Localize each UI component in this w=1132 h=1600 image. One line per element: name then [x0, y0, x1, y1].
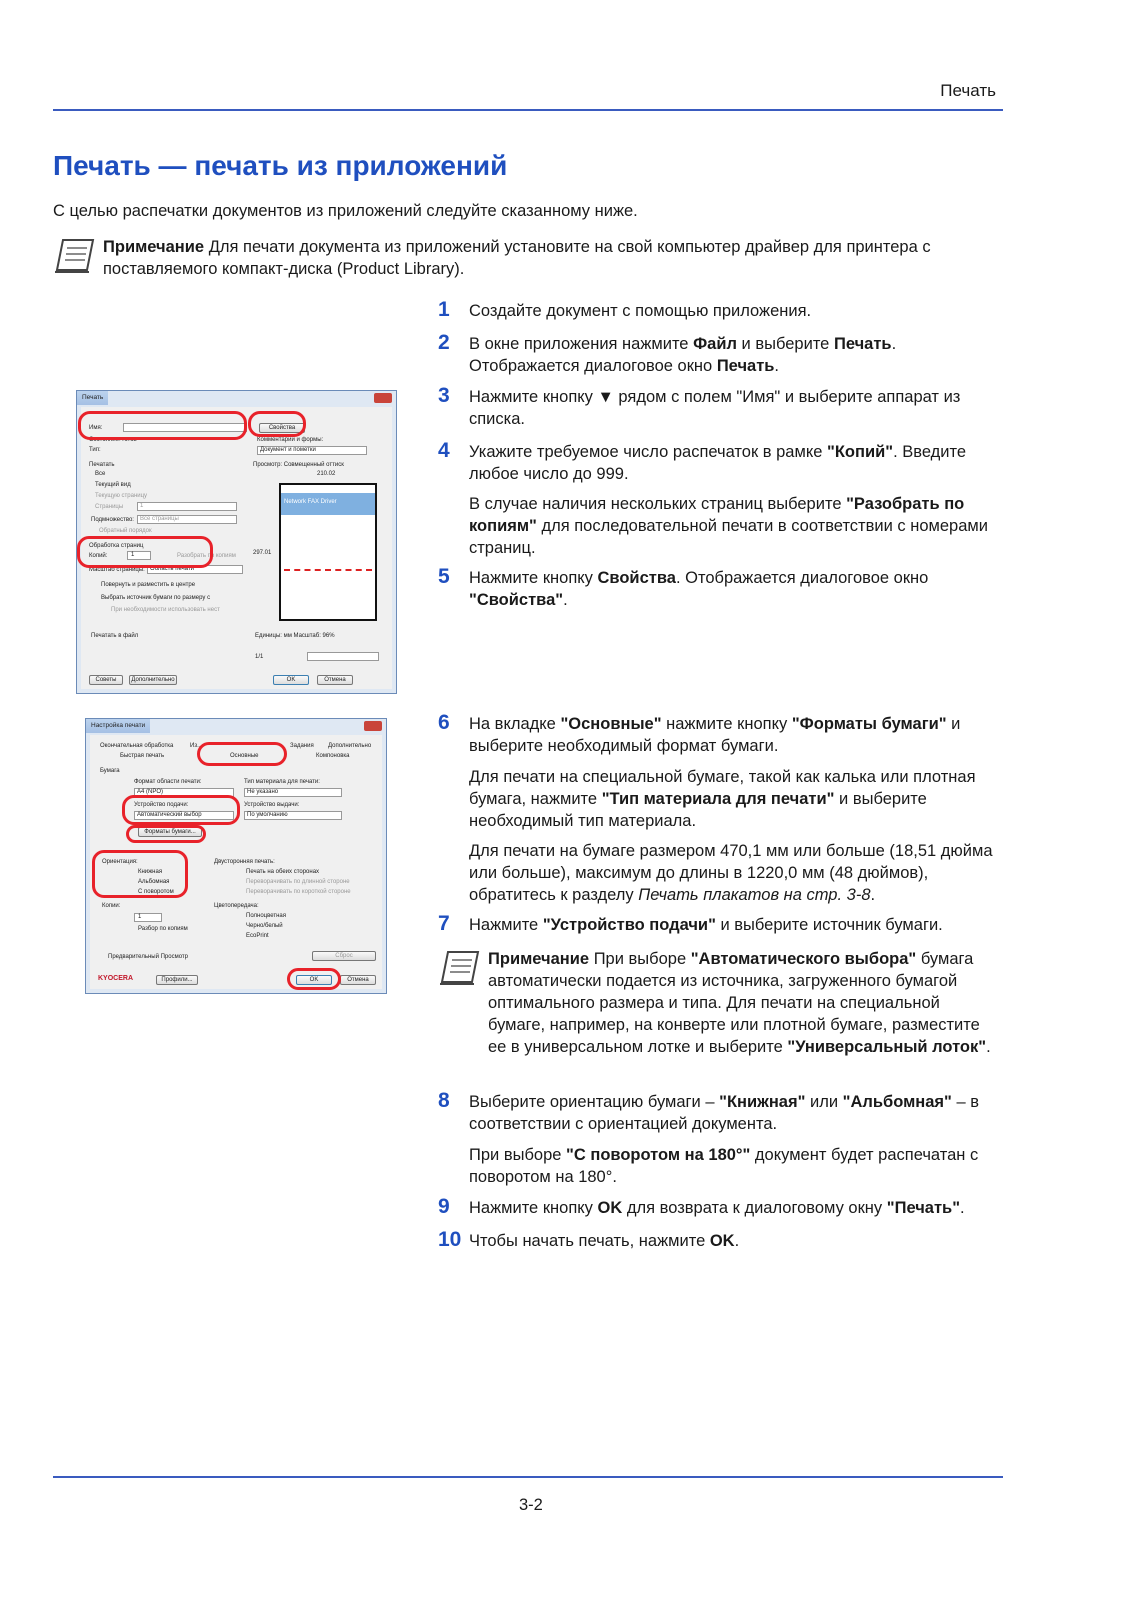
- preview-page: [279, 483, 377, 621]
- dialog-title: Печать: [77, 391, 108, 405]
- text-segment: В окне приложения нажмите: [469, 335, 694, 353]
- kyocera-logo: KYOCERA: [98, 975, 134, 982]
- text-segment: . Введите любое число до 999.: [469, 443, 967, 483]
- text-segment: нажмите кнопку: [661, 715, 792, 733]
- page-number: 3-2: [519, 1496, 543, 1514]
- text-segment: . Отображается диалоговое окно: [675, 569, 929, 587]
- collate-checkbox[interactable]: Разобрать по копиям: [177, 553, 236, 559]
- close-icon: [364, 721, 382, 731]
- text-segment: Выберите ориентацию бумаги –: [469, 1093, 720, 1111]
- collate-checkbox[interactable]: Разбор по копиям: [138, 926, 188, 932]
- step-5-text: [469, 567, 1009, 611]
- output-label: Устройство выдачи:: [244, 802, 300, 808]
- units-text: Единицы: мм Масштаб: 96%: [255, 633, 335, 639]
- ok-button[interactable]: OK: [296, 975, 332, 985]
- text-segment: . Отображается диалоговое окно: [469, 335, 897, 375]
- preview-width: 210.02: [317, 471, 336, 477]
- duplex-label: Двусторонняя печать:: [214, 859, 275, 865]
- text-segment: "Устройство подачи": [542, 916, 716, 934]
- text-segment: Примечание: [488, 950, 590, 968]
- pages-field[interactable]: 1: [137, 502, 237, 511]
- paper-sizes-button[interactable]: Форматы бумаги...: [138, 827, 202, 837]
- orientation-label: Ориентация:: [102, 859, 138, 865]
- ok-button[interactable]: OK: [273, 675, 309, 685]
- duplex-checkbox[interactable]: Печать на обеих сторонах: [246, 869, 320, 875]
- media-type-select[interactable]: Не указано: [244, 788, 342, 797]
- page-indicator: 1/1: [255, 654, 264, 660]
- text-segment: бумага автоматически подается из источника, загруженного бумагой оптимального размера и типа. Для печати на специальной бумаге, например, на конверте или плотной бумаге, разместите ее в универсальном лотке и выберите: [488, 950, 980, 1056]
- highlight-properties: [248, 411, 306, 437]
- page-slider[interactable]: [307, 652, 379, 661]
- preview-checkbox[interactable]: Предварительный Просмотр: [108, 954, 188, 960]
- print-size-label: Формат области печати:: [134, 779, 202, 785]
- flip-long-radio[interactable]: Переворачивать по длинной стороне: [246, 879, 350, 885]
- radio-portrait[interactable]: Книжная: [138, 869, 163, 875]
- name-label: Имя:: [89, 425, 103, 431]
- text-segment: "Форматы бумаги": [791, 715, 947, 733]
- text-segment: Нажмите кнопку: [469, 1199, 598, 1217]
- section-header: Печать: [940, 81, 996, 100]
- text-segment: для последовательной печати в соответствии с номерами страниц.: [469, 517, 988, 557]
- close-icon: [374, 393, 392, 403]
- tab-job[interactable]: Задания: [290, 743, 314, 749]
- step-8-text: [469, 1091, 1009, 1135]
- copies-label: Копий:: [89, 553, 108, 559]
- choose-source-checkbox[interactable]: Выбрать источник бумаги по размеру с: [101, 595, 211, 601]
- step-number: 1: [438, 298, 450, 321]
- text-segment: В случае наличия нескольких страниц выберите: [469, 495, 847, 513]
- text-segment: Файл: [693, 335, 737, 353]
- step-number: 10: [438, 1228, 462, 1251]
- text-segment: "Печать": [886, 1199, 961, 1217]
- step-6-text: [469, 713, 1009, 757]
- tab-layout[interactable]: Компоновка: [316, 753, 350, 759]
- step-2-text: [469, 333, 1009, 377]
- print-range-label: Печатать: [89, 462, 115, 468]
- text-segment: "Универсальный лоток": [787, 1038, 987, 1056]
- text-segment: или: [805, 1093, 843, 1111]
- text-segment: для возврата к диалоговому окну: [622, 1199, 887, 1217]
- text-segment: При выборе: [469, 1146, 567, 1164]
- type-label: Тип:: [89, 447, 101, 453]
- text-segment: "Разобрать по копиям": [469, 495, 965, 535]
- text-segment: Печать: [716, 357, 775, 375]
- step-number: 3: [438, 384, 450, 407]
- text-segment: .: [960, 1199, 965, 1217]
- comments-label: Комментарии и формы:: [257, 437, 324, 443]
- highlight-ok: [287, 968, 341, 990]
- text-segment: и выберите необходимый формат бумаги.: [469, 715, 961, 755]
- note-prerequisite: [103, 236, 1008, 280]
- subset-select[interactable]: Все страницы: [137, 515, 237, 524]
- text-segment: Свойства: [597, 569, 676, 587]
- ecoprint-checkbox[interactable]: EcoPrint: [246, 933, 269, 939]
- paper-group-label: Бумага: [100, 768, 120, 774]
- step-6-text: [469, 766, 1009, 832]
- flip-short-radio[interactable]: Переворачивать по короткой стороне: [246, 889, 351, 895]
- header-rule: [53, 109, 1003, 111]
- copies-field[interactable]: 1: [127, 551, 151, 560]
- source-select[interactable]: Автоматический выбор: [134, 811, 234, 820]
- text-segment: Нажмите: [469, 916, 543, 934]
- note-label: Примечание: [103, 238, 205, 256]
- scaling-select[interactable]: Область печати: [147, 565, 243, 574]
- text-segment: Печать плакатов на стр. 3-8: [638, 886, 871, 904]
- tab-image[interactable]: Из...: [190, 743, 203, 749]
- step-10-text: [469, 1230, 1009, 1252]
- step-number: 2: [438, 331, 450, 354]
- print-size-select[interactable]: A4 (NPO): [134, 788, 234, 797]
- text-segment: .: [870, 886, 876, 904]
- properties-button[interactable]: Свойства: [259, 423, 305, 433]
- highlight-basic-tab: [197, 742, 287, 766]
- media-type-label: Тип материала для печати:: [244, 779, 320, 785]
- radio-full-color[interactable]: Полноцветная: [246, 913, 287, 919]
- preview-height: 297.01: [253, 550, 272, 556]
- text-segment: OK: [597, 1199, 623, 1217]
- preview-label: Просмотр: Совмещенный оттиск: [253, 462, 344, 468]
- tab-finishing[interactable]: Окончательная обработка: [100, 743, 174, 749]
- reset-button[interactable]: Сброс: [312, 951, 376, 961]
- highlight-paper-sizes: [126, 825, 206, 843]
- copies-field[interactable]: 1: [134, 913, 162, 922]
- text-segment: Для печати на бумаге размером 470,1 мм или больше (18,51 дюйма или больше), максимум до длины в 1220,0 мм (48 дюймов), обратитесь к разделу: [469, 842, 993, 904]
- text-segment: Нажмите кнопку ▼ рядом с полем "Имя" и выберите аппарат из списка.: [469, 388, 961, 428]
- step-7-text: [469, 914, 1009, 936]
- step-6-text: [469, 840, 1009, 906]
- step-9-text: [469, 1197, 1009, 1219]
- status-text: Состояние: готов: [89, 437, 137, 443]
- custom-paper-checkbox[interactable]: При необходимости использовать нест: [111, 607, 220, 613]
- text-segment: "Копий": [827, 443, 894, 461]
- step-number: 4: [438, 439, 450, 462]
- text-segment: – в соответствии с ориентацией документа.: [469, 1093, 979, 1133]
- comments-select[interactable]: Документ и пометки: [257, 446, 367, 455]
- copies-label: Копии:: [102, 903, 121, 909]
- advanced-button[interactable]: Дополнительно: [129, 675, 177, 685]
- step-4-text: [469, 441, 1009, 485]
- radio-pages[interactable]: Страницы: [95, 504, 124, 510]
- text-segment: "Тип материала для печати": [601, 790, 835, 808]
- text-segment: и выберите источник бумаги.: [715, 916, 943, 934]
- text-segment: и выберите необходимый тип материала.: [469, 790, 927, 830]
- color-label: Цветопередача:: [214, 903, 259, 909]
- note-text: Для печати документа из приложений установите на свой компьютер драйвер для принтера с поставляемого компакт-диска (Product Library).: [103, 238, 931, 278]
- step-number: 5: [438, 565, 450, 588]
- output-select[interactable]: По умолчанию: [244, 811, 342, 820]
- highlight-copies: [77, 536, 213, 568]
- highlight-name: [78, 411, 247, 440]
- text-segment: .: [563, 591, 568, 609]
- step-3-text: [469, 386, 1009, 430]
- intro-text: С целью распечатки документов из приложений следуйте сказанному ниже.: [53, 202, 638, 220]
- step-8-text: [469, 1144, 1009, 1188]
- text-segment: "Альбомная": [842, 1093, 952, 1111]
- text-segment: и выберите: [736, 335, 834, 353]
- text-segment: .: [734, 1232, 740, 1250]
- radio-current-page[interactable]: Текущую страницу: [95, 493, 148, 499]
- step-number: 6: [438, 711, 450, 734]
- preview-line: [284, 569, 372, 571]
- text-segment: Создайте документ с помощью приложения.: [469, 302, 812, 320]
- source-label: Устройство подачи:: [134, 802, 189, 808]
- text-segment: OK: [709, 1232, 735, 1250]
- print-to-file-checkbox[interactable]: Печатать в файл: [91, 633, 139, 639]
- cancel-button[interactable]: Отмена: [317, 675, 353, 685]
- note-icon: [438, 948, 482, 986]
- radio-bw[interactable]: Черно/белый: [246, 923, 283, 929]
- text-segment: "Книжная": [719, 1093, 806, 1111]
- page-title: Печать — печать из приложений: [53, 150, 508, 181]
- radio-all[interactable]: Все: [95, 471, 106, 477]
- note-icon: [53, 236, 97, 274]
- preview-doc-title: Network FAX Driver: [281, 493, 375, 515]
- page-handling-label: Обработка страниц: [89, 543, 144, 549]
- dialog-title: Настройка печати: [86, 719, 150, 733]
- subset-label: Подмножество:: [91, 517, 134, 523]
- text-segment: Чтобы начать печать, нажмите: [469, 1232, 710, 1250]
- cancel-button[interactable]: Отмена: [340, 975, 376, 985]
- tips-button[interactable]: Советы: [89, 675, 123, 685]
- text-segment: документ будет распечатан с поворотом на 180°.: [469, 1146, 979, 1186]
- highlight-orientation: [92, 850, 188, 898]
- radio-landscape[interactable]: Альбомная: [138, 879, 170, 885]
- text-segment: "Свойства": [469, 591, 564, 609]
- step-4-text: [469, 493, 1009, 559]
- highlight-source: [122, 795, 240, 825]
- step-number: 9: [438, 1195, 450, 1218]
- footer-rule: [53, 1476, 1003, 1478]
- scaling-label: Масштаб страницы:: [89, 567, 145, 573]
- text-segment: .: [986, 1038, 991, 1056]
- tab-quick-print[interactable]: Быстрая печать: [120, 753, 165, 759]
- text-segment: Для печати на специальной бумаге, такой как калька или плотная бумага, нажмите: [469, 768, 976, 808]
- text-segment: Укажите требуемое число распечаток в рамке: [469, 443, 827, 461]
- text-segment: "С поворотом на 180°": [566, 1146, 751, 1164]
- profiles-button[interactable]: Профили...: [156, 975, 198, 985]
- tab-basic[interactable]: Основные: [230, 753, 259, 759]
- tab-advanced[interactable]: Дополнительно: [328, 743, 372, 749]
- rotate-checkbox[interactable]: Повернуть и разместить в центре: [101, 582, 196, 588]
- reverse-order-checkbox[interactable]: Обратный порядок: [99, 528, 152, 534]
- step-number: 8: [438, 1089, 450, 1112]
- text-segment: При выборе: [589, 950, 691, 968]
- note-auto-select: [488, 948, 998, 1058]
- text-segment: .: [774, 357, 780, 375]
- text-segment: "Основные": [560, 715, 662, 733]
- radio-current-view[interactable]: Текущий вид: [95, 482, 131, 488]
- text-segment: Нажмите кнопку: [469, 569, 598, 587]
- text-segment: "Автоматического выбора": [690, 950, 917, 968]
- rotate-180-checkbox[interactable]: С поворотом: [138, 889, 174, 895]
- step-number: 7: [438, 912, 450, 935]
- text-segment: Печать: [833, 335, 892, 353]
- step-1-text: [469, 300, 1009, 322]
- text-segment: На вкладке: [469, 715, 561, 733]
